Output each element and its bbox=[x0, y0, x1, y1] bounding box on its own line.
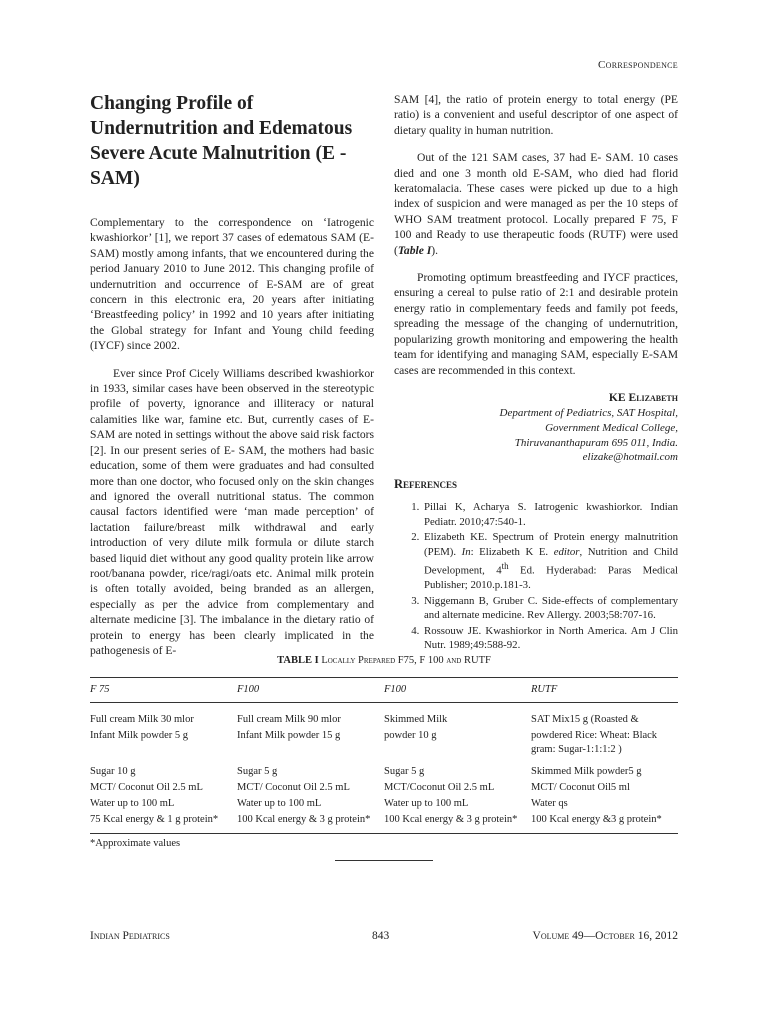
table-cell: powdered Rice: Wheat: Black gram: Sugar-1:1:1:2 ) bbox=[531, 730, 658, 755]
table-header-row bbox=[90, 678, 678, 703]
author-address: Thiruvananthapuram 695 011, India. bbox=[514, 436, 678, 449]
column-header: RUTF bbox=[531, 678, 678, 703]
author-email[interactable]: elizake@hotmail.com bbox=[582, 451, 678, 464]
table-title: Locally Prepared F75, F 100 and RUTF bbox=[321, 655, 491, 666]
author-block bbox=[394, 390, 678, 465]
left-column bbox=[90, 91, 374, 670]
table-label: TABLE I bbox=[277, 655, 319, 666]
table-cell: MCT/ Coconut Oil 2.5 mL bbox=[237, 782, 350, 793]
reference-item: 4. Rossouw JE. Kwashiorkor in North America. Am J Clin Nutr. 1989;49:588-92. bbox=[422, 624, 678, 653]
table-row bbox=[90, 797, 678, 813]
table-cell: Sugar 5 g bbox=[237, 766, 278, 777]
column-header: F100 bbox=[237, 678, 384, 703]
table-row bbox=[90, 729, 678, 759]
footer-volume: Volume 49—October 16, 2012 bbox=[532, 930, 678, 942]
table-cell: 75 Kcal energy & 1 g protein* bbox=[90, 813, 237, 834]
table-cell: Water up to 100 mL bbox=[90, 798, 175, 809]
footer-page-number: 843 bbox=[372, 930, 390, 942]
paragraph-intro: Complementary to the correspondence on ‘Iatrogenic kwashiorkor’ [1], we report 37 cases of edematous SAM (E-SAM) mostly among infants, that we encountered during the period January 2010 to June 2012. This changing profile of undernutrition and occurrence of E-SAM are of great concern in this electronic era, 20 years after initiating ‘Breastfeeding policy’ in 1992 and 10 years after initiating the Global strategy for Infant and Young child feeding (IYCF) since 2002. bbox=[90, 216, 374, 353]
table-cell: Water up to 100 mL bbox=[384, 798, 469, 809]
reference-item: 3. Niggemann B, Gruber C. Side-effects of complementary and alternate medicine. Rev Allergy. 2003;58:707-16. bbox=[422, 594, 678, 623]
table-cell: Sugar 10 g bbox=[90, 766, 136, 777]
table-cell: SAT Mix15 g (Roasted & bbox=[531, 714, 639, 725]
author-name: KE Elizabeth bbox=[608, 390, 678, 404]
column-header: F100 bbox=[384, 678, 531, 703]
table-cell: 100 Kcal energy &3 g protein* bbox=[531, 813, 678, 834]
column-header: F 75 bbox=[90, 678, 237, 703]
paragraph-cases-text: Out of the 121 SAM cases, 37 had E- SAM. 10 cases died and one 3 month old E-SAM, who died had florid keratomalacia. These cases were picked up due to a high index of suspicion and were managed as per the 10 steps of WHO SAM treatment protocol. Locally prepared F 75, F 100 and Ready to use therapeutic foods (RUTF) were used ( bbox=[394, 151, 678, 257]
table-i bbox=[90, 655, 678, 849]
reference-item: 1. Pillai K, Acharya S. Iatrogenic kwashiorkor. Indian Pediatr. 2010;47:540-1. bbox=[422, 500, 678, 529]
table-cell: Water up to 100 mL bbox=[237, 798, 322, 809]
table-row bbox=[90, 781, 678, 797]
paragraph-recommendations: Promoting optimum breastfeeding and IYCF practices, ensuring a cereal to pulse ratio of 2:1 and desirable protein energy ratio in complementary feeds and family pot feeds, spreading the message of the changing of undernutrition, popularizing growth monitoring and empowering the health team for identifying and managing SAM, especially E-SAM cases are recommended in this context. bbox=[394, 271, 678, 377]
table-row bbox=[90, 703, 678, 730]
table-cell: MCT/ Coconut Oil5 ml bbox=[531, 782, 630, 793]
table-cell: powder 10 g bbox=[384, 730, 437, 741]
table-cell: Full cream Milk 30 mlor bbox=[90, 714, 194, 725]
references-heading: References bbox=[394, 476, 458, 491]
table-caption bbox=[90, 655, 678, 666]
table-cell: MCT/ Coconut Oil 2.5 mL bbox=[90, 782, 203, 793]
table-cell: Sugar 5 g bbox=[384, 766, 425, 777]
table-row bbox=[90, 813, 678, 834]
article-title: Changing Profile of Undernutrition and Edematous Severe Acute Malnutrition (E -SAM) bbox=[90, 93, 353, 189]
table-cell: Infant Milk powder 15 g bbox=[237, 730, 341, 741]
table-footnote: *Approximate values bbox=[90, 838, 181, 849]
author-department: Department of Pediatrics, SAT Hospital, bbox=[499, 407, 678, 420]
reference-item: 2. Elizabeth KE. Spectrum of Protein energy malnutrition (PEM). In: Elizabeth K E. editor, Nutrition and Child Development, 4th Ed. Hyderabad: Paras Medical Publisher; 2010.p.181-3. bbox=[422, 530, 678, 593]
paragraph-background: Ever since Prof Cicely Williams described kwashiorkor in 1933, similar cases have been observed in the stereotypic profile of poverty, ignorance and illiteracy or natural calamities like war, famine etc. But, currently cases of E-SAM are noted in settings without the above said risk factors [2]. In our present series of E- SAM, the mothers had basic education, some of them were graduates and had consulted more than one doctor, who focused only on the skin changes and ignored the overall nutritional status. The common causal factors identified were ‘man made perception’ of lactation failure/breast milk withdrawal and early introduction of very dilute milk formula or dilute starch based liquid diet without any good quality protein like arrow root/banana powder, rice/ragi/oats etc. Animal milk protein is often totally avoided, being branded as an allergen, especially as per the advice from complementary and alternate medicine [3]. The imbalance in the dietary ratio of protein to energy has been clearly implicated in the pathogenesis of E- bbox=[90, 366, 374, 657]
references-list bbox=[394, 500, 678, 653]
table-cell: 100 Kcal energy & 3 g protein* bbox=[384, 813, 531, 834]
footer-journal: Indian Pediatrics bbox=[90, 930, 170, 942]
table-cell: Full cream Milk 90 mlor bbox=[237, 714, 341, 725]
paragraph-cases bbox=[394, 150, 678, 258]
right-column bbox=[394, 92, 678, 654]
table-cell: MCT/Coconut Oil 2.5 mL bbox=[384, 782, 495, 793]
section-label: Correspondence bbox=[598, 59, 678, 71]
recipe-table bbox=[90, 677, 678, 834]
table-row bbox=[90, 759, 678, 781]
table-cell: Water qs bbox=[531, 798, 568, 809]
paragraph-cases-end: ). bbox=[431, 243, 439, 257]
table-cell: Infant Milk powder 5 g bbox=[90, 730, 188, 741]
table-cell: Skimmed Milk powder5 g bbox=[531, 766, 642, 777]
section-divider bbox=[335, 860, 433, 861]
table-cell: 100 Kcal energy & 3 g protein* bbox=[237, 813, 384, 834]
author-institution: Government Medical College, bbox=[545, 421, 678, 434]
table-cell: Skimmed Milk bbox=[384, 714, 448, 725]
paragraph-pe-ratio: SAM [4], the ratio of protein energy to total energy (PE ratio) is a convenient and useful descriptor of one aspect of dietary quality in human nutrition. bbox=[394, 93, 678, 137]
table-reference-link[interactable]: Table I bbox=[397, 243, 432, 257]
